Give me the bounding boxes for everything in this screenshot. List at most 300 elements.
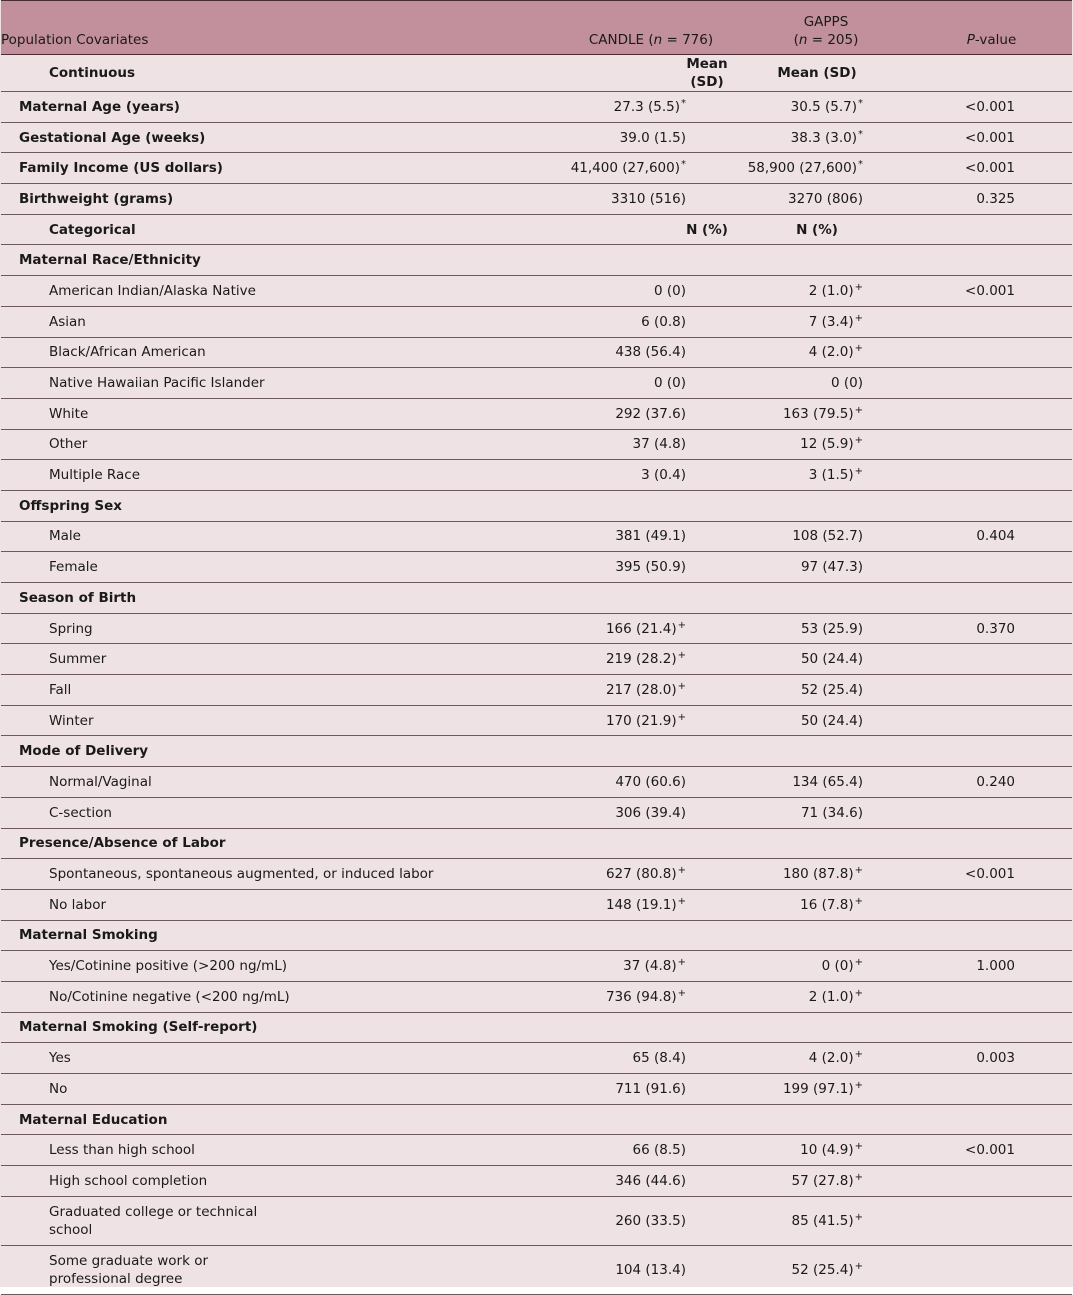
gapps-value-text: 108 (52.7) (792, 528, 863, 545)
gapps-value (741, 368, 911, 399)
candle-footnote-mark: + (677, 650, 686, 662)
pvalue (911, 644, 1072, 675)
candle-value (561, 951, 741, 982)
group-label-text: Season of Birth (19, 589, 137, 606)
table-row (1, 1166, 1072, 1197)
candle-value-text: 0 (0) (653, 375, 686, 392)
candle-value-text: 292 (37.6) (615, 405, 686, 422)
gapps-footnote-mark: * (858, 128, 863, 140)
candle-value (561, 981, 741, 1012)
candle-value (561, 398, 741, 429)
candle-footnote-mark: + (677, 711, 686, 723)
gapps-value (741, 705, 911, 736)
gapps-value-text: 85 (41.5) (791, 1212, 854, 1229)
gapps-footnote-mark: * (858, 159, 863, 171)
subheader-label (1, 214, 561, 245)
table-row (1, 460, 1072, 491)
row-label (1, 153, 561, 184)
candle-value-text: 3310 (516) (611, 190, 686, 207)
row-label-text: Multiple Race (49, 467, 140, 484)
candle-value (561, 153, 741, 184)
row-label (1, 521, 561, 552)
subheader-label-text: Categorical (49, 221, 136, 238)
subheader-gapps (741, 214, 911, 245)
candle-value-text: 438 (56.4) (615, 344, 686, 361)
candle-footnote-mark: + (677, 957, 686, 969)
group-label (1, 920, 561, 951)
gapps-value (741, 1043, 911, 1074)
group-gapps-empty (741, 1012, 911, 1043)
table-row (1, 276, 1072, 307)
table-row (1, 1074, 1072, 1105)
table-row (1, 92, 1072, 123)
group-header-row (1, 1104, 1072, 1135)
candle-value (561, 460, 741, 491)
pvalue (911, 767, 1072, 798)
pvalue (911, 460, 1072, 491)
pvalue (911, 1196, 1072, 1245)
candle-value (561, 1196, 741, 1245)
table-row (1, 337, 1072, 368)
group-label (1, 1012, 561, 1043)
pvalue (911, 981, 1072, 1012)
pvalue-text: <0.001 (965, 129, 1015, 146)
gapps-footnote-mark: + (854, 435, 863, 447)
pvalue-text: 0.370 (976, 620, 1015, 637)
table-row (1, 797, 1072, 828)
table-row (1, 184, 1072, 215)
candle-footnote-mark: + (677, 865, 686, 877)
group-gapps-empty (741, 736, 911, 767)
row-label-text: No (49, 1080, 68, 1097)
group-pvalue-empty (911, 920, 1072, 951)
candle-value (561, 552, 741, 583)
row-label-text: No labor (49, 896, 107, 913)
gapps-value-text: 4 (2.0) (808, 1050, 854, 1067)
gapps-footnote-mark: + (854, 987, 863, 999)
pvalue (911, 184, 1072, 215)
candle-value-text: 37 (4.8) (632, 436, 686, 453)
subheader-pvalue (911, 214, 1072, 245)
group-gapps-empty (741, 828, 911, 859)
pvalue (911, 337, 1072, 368)
group-label-text: Maternal Smoking (19, 927, 158, 944)
gapps-footnote-mark: + (854, 957, 863, 969)
row-label (1, 1166, 561, 1197)
pvalue (911, 889, 1072, 920)
row-label (1, 460, 561, 491)
group-gapps-empty (741, 920, 911, 951)
subheader-row (1, 214, 1072, 245)
gapps-value-text: 3270 (806) (788, 190, 863, 207)
header-pvalue (911, 1, 1072, 55)
row-label (1, 1074, 561, 1105)
table-row (1, 981, 1072, 1012)
candle-footnote-mark: + (677, 987, 686, 999)
row-label (1, 613, 561, 644)
candle-footnote-mark: * (681, 97, 686, 109)
row-label-text: Graduated college or technical school (49, 1203, 258, 1238)
row-label (1, 1135, 561, 1166)
row-label-text: Family Income (US dollars) (19, 160, 223, 177)
candle-value (561, 767, 741, 798)
gapps-value (741, 1166, 911, 1197)
gapps-value-text: 50 (24.4) (800, 712, 863, 729)
group-label-text: Maternal Education (19, 1111, 168, 1128)
candle-value-text: 6 (0.8) (641, 313, 686, 330)
pvalue-text: <0.001 (965, 282, 1015, 299)
row-label-text: Spontaneous, spontaneous augmented, or induced labor (49, 866, 434, 883)
header-candle-n: n (653, 32, 663, 48)
row-label (1, 337, 561, 368)
gapps-value-text: 50 (24.4) (800, 651, 863, 668)
candle-footnote-mark: + (677, 619, 686, 631)
pvalue-text: 0.003 (976, 1050, 1015, 1067)
candle-value-text: 104 (13.4) (615, 1261, 686, 1278)
header-gapps-suffix: = 205) (807, 32, 859, 48)
pvalue (911, 1074, 1072, 1105)
gapps-footnote-mark: + (854, 1260, 863, 1272)
gapps-value-text: 16 (7.8) (800, 896, 854, 913)
row-label-text: High school completion (49, 1172, 208, 1189)
candle-value (561, 184, 741, 215)
row-label (1, 184, 561, 215)
candle-value (561, 122, 741, 153)
group-pvalue-empty (911, 245, 1072, 276)
header-candle-prefix: CANDLE ( (588, 32, 654, 48)
pvalue (911, 859, 1072, 890)
gapps-value-text: 134 (65.4) (792, 773, 863, 790)
group-pvalue-empty (911, 828, 1072, 859)
gapps-footnote-mark: + (854, 466, 863, 478)
gapps-value (741, 460, 911, 491)
candle-value (561, 613, 741, 644)
gapps-value (741, 859, 911, 890)
group-header-row (1, 920, 1072, 951)
subheader-candle-text: N (%) (686, 221, 728, 238)
candle-value (561, 92, 741, 123)
table-row (1, 859, 1072, 890)
gapps-value-text: 0 (0) (830, 375, 863, 392)
gapps-value (741, 951, 911, 982)
candle-value (561, 889, 741, 920)
group-header-row (1, 736, 1072, 767)
table-row (1, 1043, 1072, 1074)
table-row (1, 951, 1072, 982)
group-label (1, 828, 561, 859)
candle-value (561, 1166, 741, 1197)
candle-footnote-mark: + (677, 680, 686, 692)
candle-value (561, 644, 741, 675)
table-row (1, 644, 1072, 675)
table-row (1, 368, 1072, 399)
gapps-value (741, 675, 911, 706)
gapps-footnote-mark: + (854, 343, 863, 355)
candle-value-text: 219 (28.2) (605, 651, 677, 668)
group-candle-empty (561, 1012, 741, 1043)
row-label (1, 552, 561, 583)
row-label (1, 705, 561, 736)
row-label (1, 122, 561, 153)
table-row (1, 767, 1072, 798)
pvalue (911, 951, 1072, 982)
gapps-value (741, 337, 911, 368)
pvalue (911, 429, 1072, 460)
table-row (1, 1135, 1072, 1166)
gapps-value (741, 276, 911, 307)
gapps-value-text: 97 (47.3) (800, 559, 863, 576)
pvalue-text: <0.001 (965, 866, 1015, 883)
candle-value-text: 470 (60.6) (615, 773, 686, 790)
gapps-footnote-mark: + (854, 865, 863, 877)
candle-value-text: 306 (39.4) (615, 804, 686, 821)
candle-value (561, 337, 741, 368)
pvalue (911, 613, 1072, 644)
group-pvalue-empty (911, 736, 1072, 767)
gapps-value (741, 122, 911, 153)
group-gapps-empty (741, 245, 911, 276)
gapps-value (741, 521, 911, 552)
gapps-footnote-mark: * (858, 97, 863, 109)
pvalue (911, 521, 1072, 552)
subheader-label (1, 55, 561, 92)
candle-value-text: 627 (80.8) (605, 866, 677, 883)
group-pvalue-empty (911, 490, 1072, 521)
gapps-footnote-mark: + (854, 312, 863, 324)
subheader-pvalue (911, 55, 1072, 92)
group-pvalue-empty (911, 1104, 1072, 1135)
candle-value-text: 346 (44.6) (615, 1172, 686, 1189)
candle-value-text: 27.3 (5.5) (613, 98, 680, 115)
group-label (1, 490, 561, 521)
row-label-text: Fall (49, 681, 72, 698)
pvalue (911, 153, 1072, 184)
group-label (1, 583, 561, 614)
group-candle-empty (561, 736, 741, 767)
table-row (1, 675, 1072, 706)
subheader-label-text: Continuous (49, 65, 136, 81)
table-row (1, 613, 1072, 644)
gapps-value-text: 163 (79.5) (782, 405, 854, 422)
gapps-value-text: 199 (97.1) (782, 1080, 854, 1097)
header-population-covariates (1, 1, 561, 55)
row-label (1, 767, 561, 798)
row-label-text: Birthweight (grams) (19, 190, 174, 207)
pvalue (911, 1043, 1072, 1074)
candle-value-text: 65 (8.4) (632, 1050, 686, 1067)
table-row (1, 521, 1072, 552)
gapps-value-text: 0 (0) (821, 958, 854, 975)
table-row (1, 552, 1072, 583)
gapps-footnote-mark: + (854, 895, 863, 907)
header-pvalue-suffix: -value (974, 32, 1017, 48)
candle-value-text: 381 (49.1) (615, 528, 686, 545)
candle-value (561, 1074, 741, 1105)
subheader-candle (561, 55, 741, 92)
row-label-text: No/Cotinine negative (<200 ng/mL) (49, 988, 290, 1005)
subheader-row (1, 55, 1072, 92)
gapps-value (741, 153, 911, 184)
gapps-value (741, 429, 911, 460)
candle-value-text: 3 (0.4) (641, 467, 686, 484)
gapps-footnote-mark: + (854, 1049, 863, 1061)
candle-value (561, 429, 741, 460)
pvalue (911, 306, 1072, 337)
pvalue (911, 92, 1072, 123)
header-gapps-n: n (798, 32, 808, 48)
gapps-value-text: 4 (2.0) (808, 344, 854, 361)
gapps-value-text: 10 (4.9) (800, 1142, 854, 1159)
group-header-row (1, 828, 1072, 859)
row-label (1, 644, 561, 675)
row-label-text: Summer (49, 651, 107, 668)
pvalue-text: <0.001 (965, 98, 1015, 115)
pvalue (911, 122, 1072, 153)
row-label (1, 306, 561, 337)
header-candle (561, 1, 741, 55)
row-label (1, 429, 561, 460)
table-row (1, 122, 1072, 153)
row-label (1, 797, 561, 828)
pvalue (911, 1135, 1072, 1166)
row-label (1, 951, 561, 982)
row-label (1, 92, 561, 123)
candle-value-text: 0 (0) (653, 282, 686, 299)
gapps-value-text: 71 (34.6) (800, 804, 863, 821)
candle-value-text: 711 (91.6) (615, 1080, 686, 1097)
row-label-text: Yes (49, 1050, 71, 1067)
table-row (1, 306, 1072, 337)
table-row (1, 153, 1072, 184)
group-pvalue-empty (911, 583, 1072, 614)
row-label (1, 859, 561, 890)
pvalue-text: <0.001 (965, 160, 1015, 177)
row-label-text: Maternal Age (years) (19, 98, 180, 115)
row-label (1, 1196, 561, 1245)
group-label (1, 245, 561, 276)
candle-value-text: 260 (33.5) (615, 1212, 686, 1229)
table-header-row (1, 1, 1072, 55)
header-gapps-line1: GAPPS (803, 14, 849, 30)
row-label-text: Gestational Age (weeks) (19, 129, 206, 146)
gapps-value (741, 398, 911, 429)
candle-value-text: 148 (19.1) (605, 896, 677, 913)
gapps-value (741, 613, 911, 644)
gapps-value-text: 52 (25.4) (791, 1261, 854, 1278)
gapps-value-text: 3 (1.5) (808, 467, 854, 484)
gapps-value (741, 92, 911, 123)
subheader-gapps-text: N (%) (796, 221, 838, 238)
row-label (1, 276, 561, 307)
group-gapps-empty (741, 490, 911, 521)
row-label-text: Spring (49, 620, 93, 637)
gapps-value-text: 7 (3.4) (808, 313, 854, 330)
row-label-text: Native Hawaiian Pacific Islander (49, 375, 265, 392)
gapps-footnote-mark: + (854, 1079, 863, 1091)
gapps-value (741, 889, 911, 920)
pvalue (911, 1166, 1072, 1197)
subheader-gapps (741, 55, 911, 92)
group-gapps-empty (741, 583, 911, 614)
candle-value-text: 170 (21.9) (605, 712, 677, 729)
pvalue (911, 398, 1072, 429)
gapps-value (741, 797, 911, 828)
row-label-text: American Indian/Alaska Native (49, 282, 256, 299)
group-label-text: Maternal Smoking (Self-report) (19, 1019, 258, 1036)
gapps-value (741, 644, 911, 675)
header-label-text: Population Covariates (1, 32, 149, 48)
header-gapps (741, 1, 911, 55)
table-row (1, 429, 1072, 460)
pvalue (911, 368, 1072, 399)
group-label (1, 736, 561, 767)
gapps-value-text: 53 (25.9) (800, 620, 863, 637)
table-row (1, 889, 1072, 920)
gapps-value-text: 12 (5.9) (800, 436, 854, 453)
candle-value (561, 859, 741, 890)
candle-value (561, 1135, 741, 1166)
row-label-text: Female (49, 559, 98, 576)
pvalue-text: 1.000 (976, 958, 1015, 975)
candle-value (561, 1043, 741, 1074)
gapps-footnote-mark: + (854, 1171, 863, 1183)
pvalue-text: 0.325 (976, 190, 1015, 207)
candle-value (561, 368, 741, 399)
row-label-text: Yes/Cotinine positive (>200 ng/mL) (49, 958, 288, 975)
row-label (1, 368, 561, 399)
group-label-text: Presence/Absence of Labor (19, 835, 226, 852)
pvalue-text: 0.240 (976, 773, 1015, 790)
pvalue (911, 797, 1072, 828)
gapps-value-text: 38.3 (3.0) (790, 129, 857, 146)
subheader-gapps-text: Mean (SD) (777, 65, 857, 81)
pvalue (911, 675, 1072, 706)
candle-value (561, 705, 741, 736)
group-gapps-empty (741, 1104, 911, 1135)
table-row (1, 1196, 1072, 1245)
row-label-text: Other (49, 436, 88, 453)
gapps-value-text: 57 (27.8) (791, 1172, 854, 1189)
group-candle-empty (561, 245, 741, 276)
row-label-text: Male (49, 528, 81, 545)
row-label-text: Asian (49, 313, 86, 330)
row-label-text: Normal/Vaginal (49, 773, 152, 790)
table-row (1, 398, 1072, 429)
gapps-footnote-mark: + (854, 1141, 863, 1153)
gapps-footnote-mark: + (854, 404, 863, 416)
gapps-value (741, 184, 911, 215)
table-row (1, 705, 1072, 736)
candle-value-text: 66 (8.5) (632, 1142, 686, 1159)
header-gapps-prefix: ( (793, 32, 799, 48)
gapps-value (741, 767, 911, 798)
candle-value-text: 41,400 (27,600) (570, 160, 680, 177)
covariates-table (1, 0, 1072, 1295)
gapps-value-text: 2 (1.0) (808, 988, 854, 1005)
group-candle-empty (561, 828, 741, 859)
group-label-text: Offspring Sex (19, 497, 122, 514)
subheader-candle-text: Mean (SD) (686, 56, 728, 90)
pvalue (911, 705, 1072, 736)
group-candle-empty (561, 490, 741, 521)
row-label-text: Less than high school (49, 1142, 195, 1159)
pvalue-text: <0.001 (965, 1142, 1015, 1159)
row-label-text: Black/African American (49, 344, 206, 361)
header-pvalue-p: P (966, 32, 975, 48)
gapps-value-text: 52 (25.4) (800, 681, 863, 698)
candle-value-text: 395 (50.9) (615, 559, 686, 576)
group-header-row (1, 1012, 1072, 1043)
